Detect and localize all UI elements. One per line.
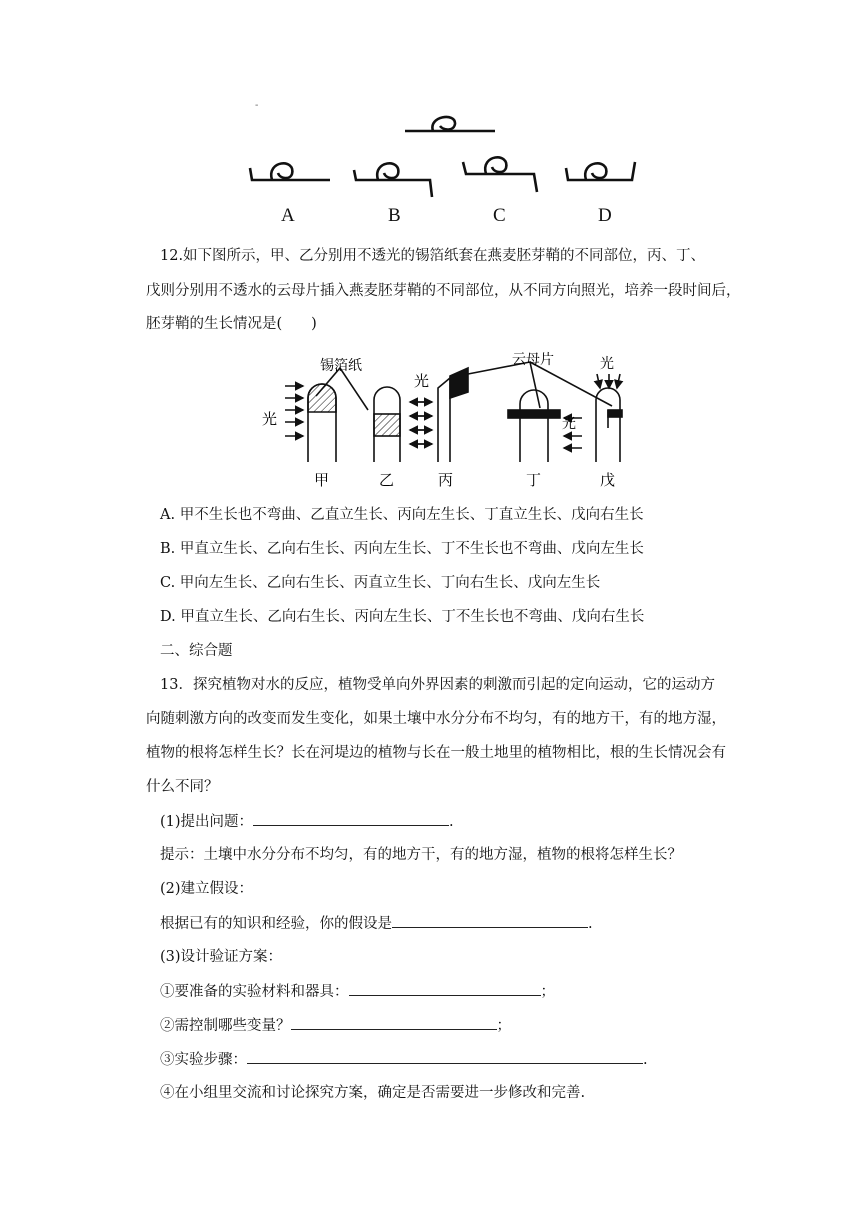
name-wu: 戊 <box>600 471 616 489</box>
q13-hint: 提示：土壤中水分分布不均匀，有的地方干，有的地方湿，植物的根将怎样生长？ <box>160 847 682 863</box>
option-b-label: B <box>388 205 401 226</box>
q13-hypothesis: 根据已有的知识和经验，你的假设是 . <box>160 913 593 934</box>
label-foil: 锡箔纸 <box>320 358 362 374</box>
q13-line-1: 13．探究植物对水的反应，植物受单向外界因素的刺激而引起的定向运动，它的运动方 <box>160 677 715 693</box>
option-c-drawing <box>463 157 537 192</box>
option-a-label: A <box>281 205 295 226</box>
section-title: 二、综合题 <box>160 643 233 659</box>
answer-blank-hypothesis[interactable] <box>392 913 588 928</box>
q13-part3: (3)设计验证方案： <box>160 949 283 965</box>
top-seedling-drawing <box>405 117 495 131</box>
q12-line-3: 胚芽鞘的生长情况是( ) <box>146 316 317 332</box>
option-c-label: C <box>493 205 506 226</box>
label-light-bing: 光 <box>414 372 430 390</box>
q13-part1: (1)提出问题： . <box>160 811 454 832</box>
q13-line-3: 植物的根将怎样生长？长在河堤边的植物与长在一般土地里的植物相比，根的生长情况会有 <box>146 745 726 761</box>
option-d-drawing <box>566 162 635 180</box>
q13-step1: ①要准备的实验材料和器具： ； <box>160 981 555 1002</box>
q12-line-1: 12.如下图所示，甲、乙分别用不透光的锡箔纸套在燕麦胚芽鞘的不同部位，丙、丁、 <box>160 248 706 264</box>
label-light-jia: 光 <box>262 410 278 428</box>
coleoptile-figure <box>250 348 640 493</box>
q12-option-b: B. 甲直立生长、乙向右生长、丙向左生长、丁不生长也不弯曲、戊向左生长 <box>160 541 644 557</box>
q12-option-a: A. 甲不生长也不弯曲、乙直立生长、丙向左生长、丁直立生长、戊向右生长 <box>160 507 644 523</box>
q12-line-2: 戊则分别用不透水的云母片插入燕麦胚芽鞘的不同部位，从不同方向照光，培养一段时间后， <box>146 283 741 299</box>
q13-step4: ④在小组里交流和讨论探究方案，确定是否需要进一步修改和完善. <box>160 1085 586 1101</box>
option-b-drawing <box>354 163 432 197</box>
label-light-ding: 光 <box>562 416 576 432</box>
q13-step2: ②需控制哪些变量？ ； <box>160 1015 511 1036</box>
option-d-label: D <box>598 205 612 226</box>
label-mica: 云母片 <box>512 352 554 368</box>
option-a-drawing <box>250 163 330 180</box>
svg-text:-: - <box>255 100 259 111</box>
name-yi: 乙 <box>379 471 395 489</box>
coleoptile-ding <box>520 390 548 462</box>
q12-option-c: C. 甲向左生长、乙向右生长、丙直立生长、丁向右生长、戊向左生长 <box>160 575 601 591</box>
q13-step3: ③实验步骤： . <box>160 1049 648 1070</box>
answer-blank-variables[interactable] <box>291 1015 497 1030</box>
label-light-wu: 光 <box>600 356 614 372</box>
name-ding: 丁 <box>526 471 542 489</box>
q12-option-d: D. 甲直立生长、乙向右生长、丙向左生长、丁不生长也不弯曲、戊向右生长 <box>160 609 645 625</box>
answer-blank-materials[interactable] <box>349 981 541 996</box>
name-bing: 丙 <box>438 471 454 489</box>
answer-blank-steps[interactable] <box>247 1049 643 1064</box>
name-jia: 甲 <box>314 471 330 489</box>
q13-part2: (2)建立假设： <box>160 881 254 897</box>
part1-label: (1)提出问题： <box>160 814 254 830</box>
coleoptile-bing <box>438 378 450 462</box>
answer-blank-question[interactable] <box>253 811 449 826</box>
q13-line-2: 向随刺激方向的改变而发生变化，如果土壤中水分分布不均匀，有的地方干，有的地方湿， <box>146 711 726 727</box>
q13-line-4: 什么不同？ <box>146 779 219 795</box>
